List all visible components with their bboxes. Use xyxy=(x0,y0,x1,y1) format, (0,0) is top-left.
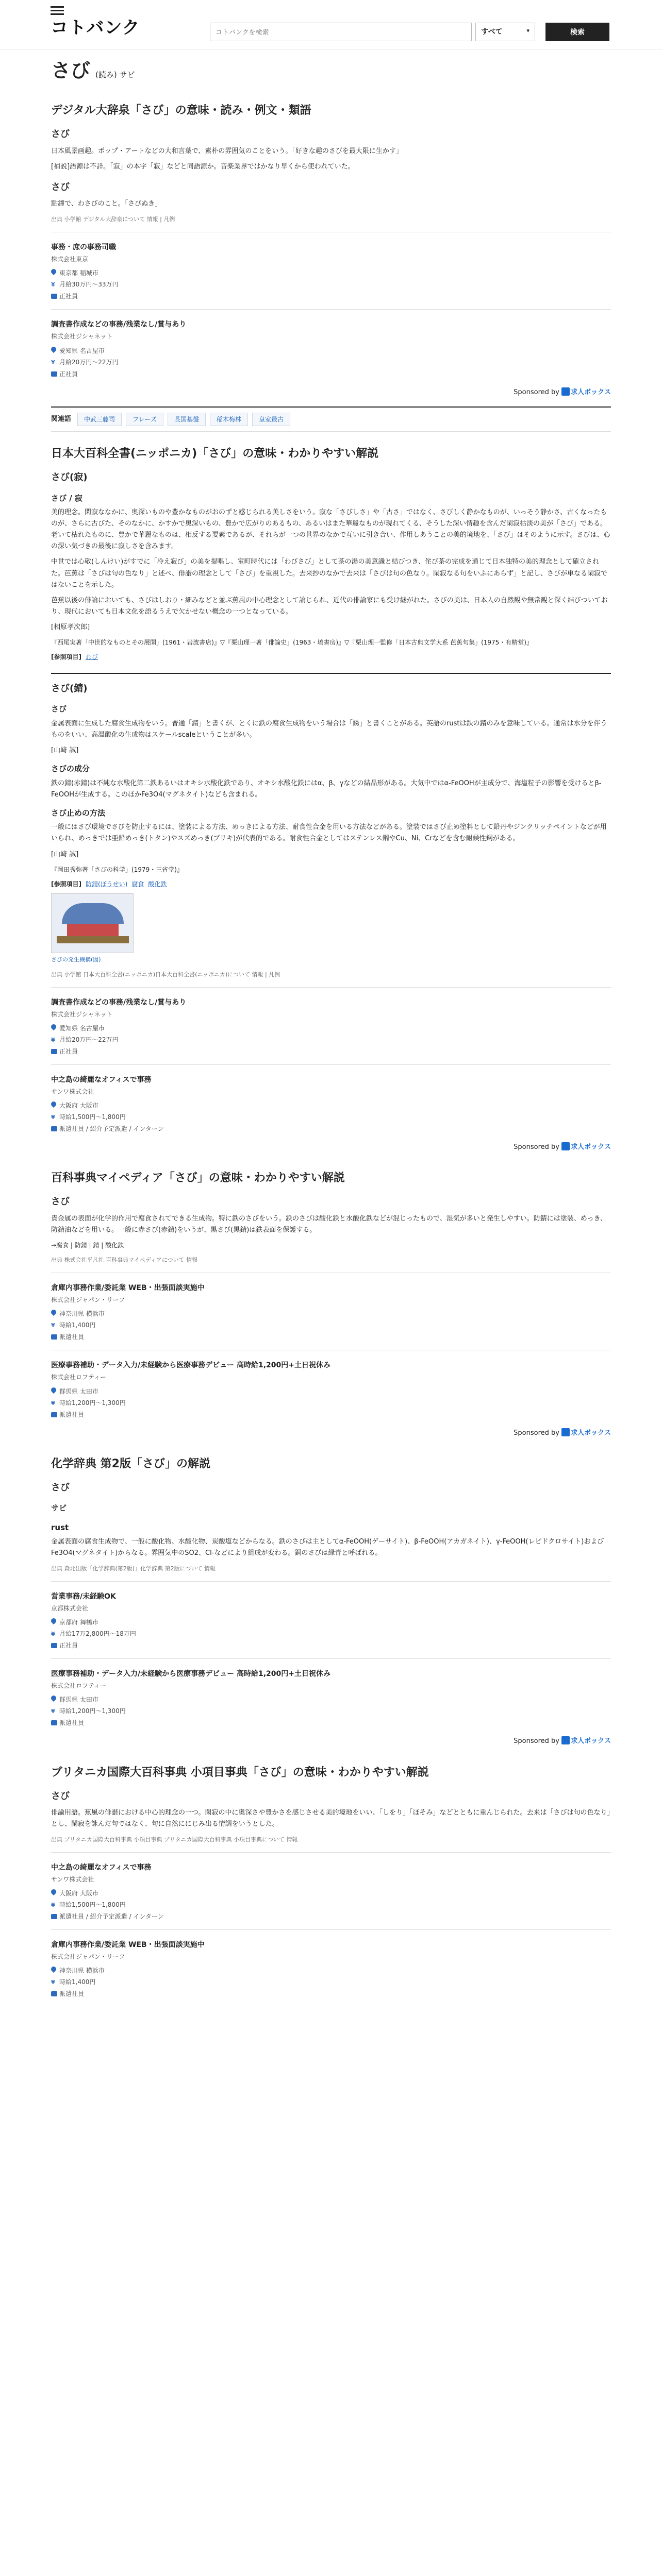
sponsor-brand[interactable]: 求人ボックス xyxy=(571,388,611,396)
job-ad-title[interactable]: 倉庫内事務作業/委託業 WEB・出張面談実施中 xyxy=(51,1284,205,1293)
job-ad-company: サンワ株式会社 xyxy=(51,1088,94,1095)
job-ad-location: 大阪府 大阪市 xyxy=(51,1100,611,1111)
job-ad-title[interactable]: 調査書作成などの事務/残業なし/賞与あり xyxy=(51,998,187,1007)
entry-body: 日本風景画趣。ポップ・アートなどの大和言葉で、素朴の雰囲気のことをいう。「好きな趣のさびを最大限に生かす」 xyxy=(51,147,403,155)
source-note[interactable]: 出典 小学館 日本大百科全書(ニッポニカ)日本大百科全書(ニッポニカ)について 情報 | 凡例 xyxy=(51,971,280,978)
job-ad-pay: ¥ 時給1,400円 xyxy=(51,1976,611,1988)
sponsor-brand[interactable]: 求人ボックス xyxy=(571,1429,611,1437)
job-ad-pay: ¥ 時給1,200円〜1,300円 xyxy=(51,1397,611,1409)
entry-paragraph: 金属表面に生成した腐食生成物をいう。普通「錆」と書くが、とくに鉄の腐食生成物をいう場合は「銹」と書くことがある。英語のrustは鉄の錆のみを意味している。通常は水分を伴うものをいい、高温酸化の生成物はスケールscaleということが多い。 xyxy=(51,719,607,739)
kyujin-box-icon xyxy=(561,387,570,396)
see-also-link[interactable]: 腐食 xyxy=(131,880,144,888)
yen-icon: ¥ xyxy=(51,1037,55,1044)
sponsor-line: Sponsored by 求人ボックス xyxy=(514,1737,611,1745)
briefcase-icon xyxy=(51,1334,57,1340)
chevron-down-icon: ▾ xyxy=(526,27,529,34)
job-ad-location: 東京都 稲城市 xyxy=(51,267,611,279)
entry-author: [山﨑 誠] xyxy=(51,747,79,755)
site-logo[interactable]: コトバンク xyxy=(51,18,140,38)
word-title: さび xyxy=(51,59,91,82)
entry-body: 金属表面の腐食生成物で、一般に酸化物、水酸化物、炭酸塩などからなる。鉄のさびは主としてα-FeOOH(ゲーサイト)、β-FeOOH(アカガネイト)、γ-FeOOH(レピドクロサイト)およびFe3O4(マグネタイト)からなる。雰囲気中のSO2、Cl-などにより組成が変わる。銅のさびは緑青と呼ばれる。 xyxy=(51,1538,604,1557)
job-ad-title[interactable]: 中之島の綺麗なオフィスで事務 xyxy=(51,1076,152,1084)
job-ads xyxy=(51,987,611,1134)
job-ad-employment: 正社員 xyxy=(51,291,611,302)
related-chip[interactable]: 長国基盤 xyxy=(168,413,206,426)
entry-reading: サビ xyxy=(51,1503,67,1513)
map-pin-icon xyxy=(51,1101,56,1109)
job-ad-pay: ¥ 時給1,500円〜1,800円 xyxy=(51,1899,611,1911)
entry-head: さび(寂) xyxy=(51,472,88,483)
job-ad[interactable] xyxy=(51,1852,611,1922)
map-pin-icon xyxy=(51,1024,56,1031)
job-ad-company: サンワ株式会社 xyxy=(51,1875,94,1883)
references: 『西尾実著「中世的なものとその展開」(1961・岩波書店)』▽『栗山理一著「俳論史」(1963・塙書房)』▽『栗山理一監修「日本古典文学大系 芭蕉句集」(1975・有精堂)』 xyxy=(51,639,533,647)
related-chip[interactable]: フレーズ xyxy=(126,413,163,426)
job-ad-company: 京都株式会社 xyxy=(51,1604,89,1612)
sponsor-brand[interactable]: 求人ボックス xyxy=(571,1143,611,1151)
briefcase-icon xyxy=(51,1049,57,1054)
job-ads xyxy=(51,1852,611,1999)
menu-icon[interactable] xyxy=(51,4,64,17)
entry-body: 貴金属の表面が化学的作用で腐食されてできる生成物。特に鉄のさびをいう。鉄のさびは酸化鉄と水酸化鉄などが混じったもので、湿気が多いと発生しやすい。防錆には塗装、めっき、防錆油などを用いる。一般に赤さび(赤錆)をいうが、黒さび(黒錆)は鉄表面を保護する。 xyxy=(51,1214,607,1234)
map-pin-icon xyxy=(51,1310,56,1317)
job-ad-pay: ¥ 時給1,400円 xyxy=(51,1319,611,1331)
nipponica-section xyxy=(51,445,611,980)
job-ad-company: 株式会社ロフティー xyxy=(51,1374,107,1381)
section-title: デジタル大辞泉「さび」の意味・読み・例文・類語 xyxy=(51,104,311,117)
briefcase-icon xyxy=(51,1914,57,1919)
section-title: 日本大百科全書(ニッポニカ)「さび」の意味・わかりやすい解説 xyxy=(51,447,379,461)
job-ad[interactable] xyxy=(51,1273,611,1343)
job-ad-company: 株式会社ジャパン・リーフ xyxy=(51,1296,125,1303)
entry-paragraph: 鉄の錆(赤錆)は不純な水酸化第二鉄あるいはオキシ水酸化鉄であり、オキシ水酸化鉄にはα、β、γなどの結晶形がある。大気中ではα-FeOOHが主成分で、海塩粒子の影響を受けるとβ-FeOOHが生成する。このほかFe3O4(マグネタイト)なども含まれる。 xyxy=(51,779,602,799)
job-ad-location: 愛知県 名古屋市 xyxy=(51,345,611,357)
map-pin-icon xyxy=(51,1889,56,1896)
britannica-section xyxy=(51,1764,611,1845)
briefcase-icon xyxy=(51,1126,57,1131)
job-ad-location: 神奈川県 横浜市 xyxy=(51,1308,611,1319)
job-ads xyxy=(51,1273,611,1420)
entry-head: さび(錆) xyxy=(51,683,88,694)
yen-icon: ¥ xyxy=(51,1979,55,1986)
word-reading: (読み) サビ xyxy=(95,70,135,79)
job-ad-title[interactable]: 事務・庶の事務司職 xyxy=(51,243,116,252)
job-ad-employment: 正社員 xyxy=(51,1046,611,1057)
figure-image[interactable] xyxy=(51,893,134,953)
job-ad-company: 株式会社東京 xyxy=(51,255,89,263)
job-ad-title[interactable]: 医療事務補助・データ入力/未経験から医療事務デビュー 高時給1,200円+土日祝休み xyxy=(51,1670,330,1679)
entry-paragraph: 中世では心敬(しんけい)がすでに「冷え寂び」の美を提唱し、室町時代には「わびさび」として茶の湯の美意識と結びつき、侘び茶の完成を通じて日本独特の美的理念として確立された。芭蕉は「さびは句の色なり」と述べ、俳諧の理念として「さび」を重視した。去来抄のなかで去来は「さびは句の色なり。閑寂なる句をいふにあらず」と記し、さびが単なる閑寂ではないことを示した。 xyxy=(51,558,608,589)
briefcase-icon xyxy=(51,1991,57,1996)
entry-head: さび xyxy=(51,1790,70,1802)
section-title: 百科事典マイペディア「さび」の意味・わかりやすい解説 xyxy=(51,1172,345,1185)
map-pin-icon xyxy=(51,1618,56,1625)
map-pin-icon xyxy=(51,1387,56,1395)
entry-paragraph: 芭蕉以後の俳論においても、さびはしおり・細みなどと並ぶ蕉風の中心理念として論じられ、近代の俳論家にも受け継がれた。さびの美は、日本人の自然観や無常観と深く結びついており、現代においても日本文化を語るうえで欠かせない概念の一つとなっている。 xyxy=(51,596,608,616)
yen-icon: ¥ xyxy=(51,359,55,366)
entry-body: 點鐘で、わさびのこと。「さびぬき」 xyxy=(51,200,162,208)
source-note[interactable]: 出典 小学館 デジタル大辞泉について 情報 | 凡例 xyxy=(51,216,175,223)
job-ad-location: 群馬県 太田市 xyxy=(51,1694,611,1705)
map-pin-icon xyxy=(51,269,56,276)
entry-english: rust xyxy=(51,1522,69,1532)
search-scope-select[interactable] xyxy=(475,23,535,41)
job-ad-employment: 派遣社員 xyxy=(51,1717,611,1728)
job-ad-employment: 派遣社員 xyxy=(51,1331,611,1343)
sponsor-line: Sponsored by 求人ボックス xyxy=(514,1143,611,1151)
related-terms xyxy=(51,406,611,432)
briefcase-icon xyxy=(51,1412,57,1417)
job-ad-company: 株式会社ジャパン・リーフ xyxy=(51,1953,125,1961)
job-ad[interactable] xyxy=(51,987,611,1057)
see-also-link[interactable]: 酸化鉄 xyxy=(148,880,167,888)
sponsor-brand[interactable]: 求人ボックス xyxy=(571,1737,611,1745)
job-ad-pay: ¥ 月給20万円〜22万円 xyxy=(51,357,611,368)
kyujin-box-icon xyxy=(561,1736,570,1744)
yen-icon: ¥ xyxy=(51,1322,55,1329)
search-input[interactable] xyxy=(210,23,472,41)
job-ad[interactable] xyxy=(51,309,611,379)
page-title xyxy=(51,57,611,89)
job-ad-pay: ¥ 時給1,500円〜1,800円 xyxy=(51,1111,611,1123)
entry-links[interactable]: →腐食 | 防錆 | 錆 | 酸化鉄 xyxy=(51,1242,124,1249)
section-title: 化学辞典 第2版「さび」の解説 xyxy=(51,1457,210,1470)
yen-icon: ¥ xyxy=(51,1114,55,1121)
site-header xyxy=(0,0,662,49)
job-ad-employment: 正社員 xyxy=(51,1640,611,1651)
job-ad-company: 株式会社ジシャネット xyxy=(51,1010,113,1018)
sponsor-line: Sponsored by 求人ボックス xyxy=(514,388,611,396)
job-ad-pay: ¥ 月給20万円〜22万円 xyxy=(51,1034,611,1046)
job-ad-title[interactable]: 倉庫内事務作業/委託業 WEB・出張面談実施中 xyxy=(51,1941,205,1950)
map-pin-icon xyxy=(51,347,56,354)
job-ad[interactable] xyxy=(51,1350,611,1420)
job-ad-company: 株式会社ロフティー xyxy=(51,1682,107,1690)
job-ad-title[interactable]: 営業事務/未経験OK xyxy=(51,1592,116,1601)
entry-author: [山﨑 誠] xyxy=(51,850,79,858)
yen-icon: ¥ xyxy=(51,1902,55,1909)
entry-subhead: さび xyxy=(51,704,67,714)
job-ad-title[interactable]: 医療事務補助・データ入力/未経験から医療事務デビュー 高時給1,200円+土日祝休み xyxy=(51,1361,330,1370)
job-ad-location: 京都府 舞鶴市 xyxy=(51,1617,611,1628)
source-note[interactable]: 出典 株式会社平凡社 百科事典マイペディアについて 情報 xyxy=(51,1257,198,1264)
related-label: 関連語 xyxy=(51,415,72,423)
entry-body: 俳論用語。蕉風の俳諧における中心的理念の一つ。閑寂の中に奥深さや豊かさを感じさせる美的境地をいい、「しをり」「ほそみ」などとともに重んじられた。去来は「さびは句の色なり」とし、閑寂を詠んだ句ではなく、句に自然ににじみ出る情調をいうとした。 xyxy=(51,1809,610,1828)
see-also-link[interactable]: わび xyxy=(85,653,98,661)
entry-subhead: さびの成分 xyxy=(51,764,90,774)
related-chip[interactable]: 中武三藤司 xyxy=(77,413,122,426)
entry-paragraph: 美的理念。閑寂ななかに、奥深いものや豊かなものがおのずと感じられる美しさをいう。寂な「さびしさ」や「古さ」ではなく、さびしく静かなものが、いっそう静かさ、古くなったものが、さらに古びた、そのなかに、かすかで奥深いもの、豊かで広がりのあるもの、あるいはまた華麗なものが現れてくる、そうした深い情趣を含んだ閑寂枯淡の美が「さび」である。老いて枯れたものに、豊かで華麗なものは、相反する要素であるが、それらが一つの世界のなかで互いに引き合い、作用しあうことの美的境地を、「さび」はそのように示す。さびは、心の深い気づきの最後に寂しさを含みます。 xyxy=(51,509,610,551)
job-ad-employment: 派遣社員 / 紹介予定派遣 / インターン xyxy=(51,1911,611,1922)
job-ad-location: 大阪府 大阪市 xyxy=(51,1888,611,1899)
job-ad-company: 株式会社ジシャネット xyxy=(51,333,113,341)
job-ad-location: 神奈川県 横浜市 xyxy=(51,1965,611,1976)
job-ad-title[interactable]: 調査書作成などの事務/残業なし/賞与あり xyxy=(51,320,187,329)
entry-head: さび xyxy=(51,1196,70,1208)
see-also-link[interactable]: 防錆(ぼうせい) xyxy=(85,880,128,888)
search-scope-label: すべて xyxy=(481,28,503,36)
references: 『岡田秀弥著「さびの科学」(1979・三省堂)』 xyxy=(51,866,183,873)
yen-icon: ¥ xyxy=(51,1708,55,1715)
job-ad-title[interactable]: 中之島の綺麗なオフィスで事務 xyxy=(51,1863,152,1872)
entry-author: [相原孝次郎] xyxy=(51,623,90,631)
sponsor-line: Sponsored by 求人ボックス xyxy=(514,1429,611,1437)
job-ad-location: 群馬県 太田市 xyxy=(51,1386,611,1397)
job-ad[interactable] xyxy=(51,1929,611,1999)
entry-subhead: さび止めの方法 xyxy=(51,808,106,818)
job-ads xyxy=(51,232,611,379)
job-ad-pay: ¥ 月給17万2,800円〜18万円 xyxy=(51,1628,611,1640)
briefcase-icon xyxy=(51,1643,57,1648)
briefcase-icon xyxy=(51,294,57,299)
entry-subhead: さび / 寂 xyxy=(51,493,82,503)
source-note[interactable]: 出典 森北出版「化学辞典(第2版)」化学辞典 第2版について 情報 xyxy=(51,1565,216,1572)
yen-icon: ¥ xyxy=(51,281,55,289)
briefcase-icon xyxy=(51,371,57,377)
job-ads xyxy=(51,1581,611,1728)
job-ad-employment: 派遣社員 / 紹介予定派遣 / インターン xyxy=(51,1123,611,1134)
map-pin-icon xyxy=(51,1696,56,1703)
search-button[interactable]: 検索 xyxy=(545,23,609,41)
entry-paragraph: 一般にはさび環境でさびを防止するには、塗装による方法、めっきによる方法、耐食性合金を用いる方法などがある。塗装ではさび止め塗料として鉛丹やジンクリッチペイントなどが用いられ、めっきでは亜鉛めっき(トタン)やスズめっき(ブリキ)が代表的である。耐食性合金としてはステンレス鋼やCu、Ni、Crなどを含む耐候性鋼がある。 xyxy=(51,823,607,843)
section-title: ブリタニカ国際大百科事典 小項目事典「さび」の意味・わかりやすい解説 xyxy=(51,1766,429,1779)
see-also: [参照項目] 防錆(ぼうせい) 腐食 酸化鉄 xyxy=(51,880,167,888)
map-pin-icon xyxy=(51,1967,56,1974)
mypedia-section xyxy=(51,1170,611,1265)
job-ad[interactable] xyxy=(51,1658,611,1728)
yen-icon: ¥ xyxy=(51,1399,55,1406)
job-ad[interactable] xyxy=(51,232,611,302)
briefcase-icon xyxy=(51,1720,57,1725)
source-note[interactable]: 出典 ブリタニカ国際大百科事典 小項目事典 ブリタニカ国際大百科事典 小項目事典について 情報 xyxy=(51,1836,298,1843)
job-ad-employment: 正社員 xyxy=(51,368,611,380)
see-also: [参照項目] わび xyxy=(51,653,98,661)
job-ad[interactable] xyxy=(51,1581,611,1651)
entry-head: さび xyxy=(51,1482,70,1493)
digital-daijisen-section xyxy=(51,102,611,225)
job-ad-location: 愛知県 名古屋市 xyxy=(51,1023,611,1034)
figure-caption[interactable]: さびの発生機構(図) xyxy=(51,956,101,963)
kyujin-box-icon xyxy=(561,1428,570,1436)
yen-icon: ¥ xyxy=(51,1631,55,1638)
kagaku-section xyxy=(51,1455,611,1574)
job-ad-pay: ¥ 時給1,200円〜1,300円 xyxy=(51,1705,611,1717)
related-chip[interactable]: 稲木梅林 xyxy=(210,413,248,426)
job-ad-pay: ¥ 月給30万円〜33万円 xyxy=(51,279,611,291)
entry-head: さび xyxy=(51,181,70,193)
kyujin-box-icon xyxy=(561,1142,570,1150)
job-ad-employment: 派遣社員 xyxy=(51,1988,611,1999)
entry-note: [補説]語源は不詳。「寂」の本字「寂」などと同語源か。音楽業界ではかなり早くから使われていた。 xyxy=(51,162,355,171)
job-ad[interactable] xyxy=(51,1064,611,1134)
related-chip[interactable]: 皇室最古 xyxy=(252,413,290,426)
entry-head: さび xyxy=(51,129,70,140)
job-ad-employment: 派遣社員 xyxy=(51,1409,611,1420)
